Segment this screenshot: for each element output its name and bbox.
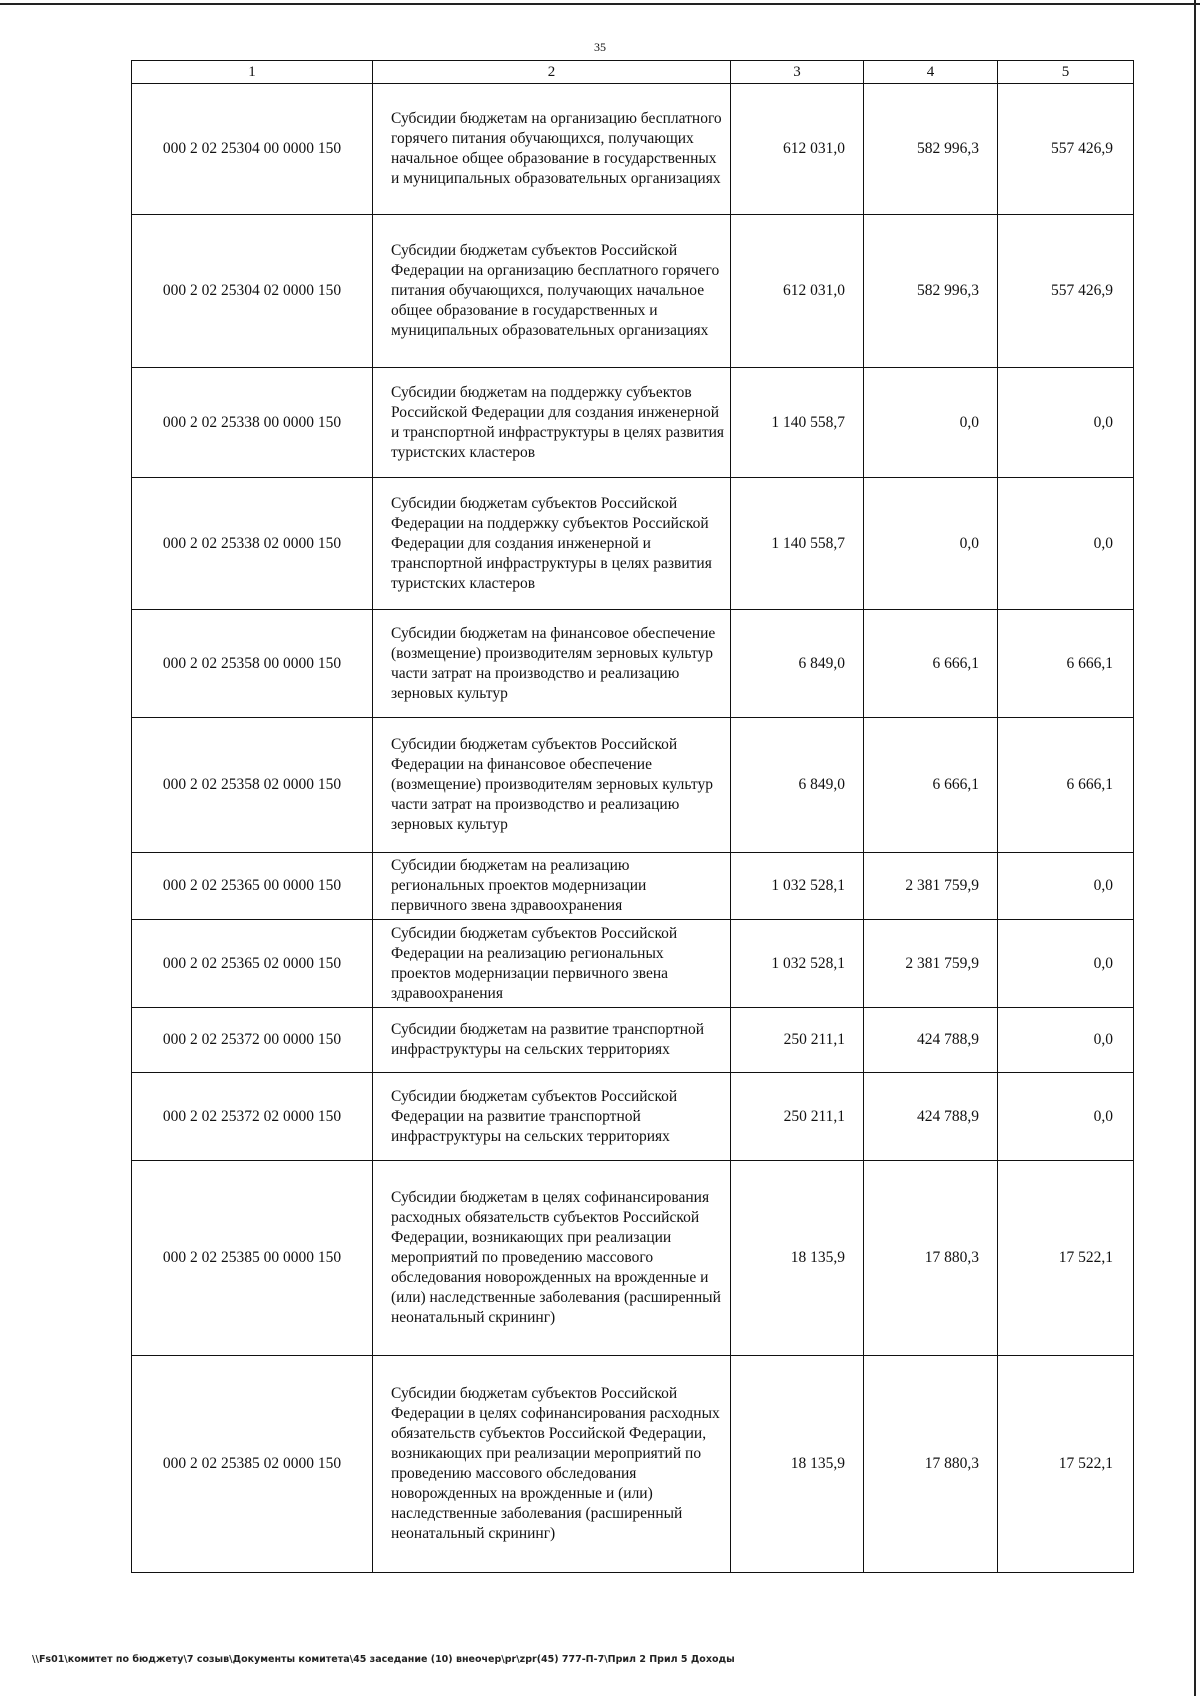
value-col5-cell: 0,0 (998, 368, 1134, 478)
description-cell: Субсидии бюджетам субъектов Российской Федерации на поддержку субъектов Российской Федерации для создания инженерной и транспортной инфраструктуры в целях развития туристских кластеров (373, 478, 731, 610)
value-col4-cell: 6 666,1 (864, 610, 998, 718)
table-row (132, 1008, 1134, 1073)
budget-code-cell: 000 2 02 25372 02 0000 150 (132, 1073, 373, 1161)
value-col3-cell: 612 031,0 (731, 215, 864, 368)
value-col3-cell: 1 140 558,7 (731, 368, 864, 478)
budget-code-cell: 000 2 02 25358 00 0000 150 (132, 610, 373, 718)
description-cell: Субсидии бюджетам на развитие транспортной инфраструктуры на сельских территориях (373, 1008, 731, 1073)
description-cell: Субсидии бюджетам в целях софинансирования расходных обязательств субъектов Российской Федерации, возникающих при реализации мероприятий по проведению массового обследования новорожденных на врожденные и (или) наследственные заболевания (расширенный неонатальный скрининг) (373, 1161, 731, 1356)
budget-code-cell: 000 2 02 25365 00 0000 150 (132, 853, 373, 920)
value-col4-cell: 582 996,3 (864, 84, 998, 215)
budget-code-cell: 000 2 02 25338 02 0000 150 (132, 478, 373, 610)
budget-code-cell: 000 2 02 25372 00 0000 150 (132, 1008, 373, 1073)
table-row (132, 718, 1134, 853)
value-col3-cell: 1 032 528,1 (731, 920, 864, 1008)
value-col4-cell: 582 996,3 (864, 215, 998, 368)
budget-code-cell: 000 2 02 25338 00 0000 150 (132, 368, 373, 478)
value-col5-cell: 0,0 (998, 920, 1134, 1008)
value-col4-cell: 424 788,9 (864, 1008, 998, 1073)
table-row (132, 368, 1134, 478)
value-col3-cell: 1 032 528,1 (731, 853, 864, 920)
column-header-3: 3 (731, 61, 864, 84)
value-col4-cell: 6 666,1 (864, 718, 998, 853)
budget-code-cell: 000 2 02 25365 02 0000 150 (132, 920, 373, 1008)
budget-code-cell: 000 2 02 25385 02 0000 150 (132, 1356, 373, 1573)
table-row (132, 1073, 1134, 1161)
value-col3-cell: 612 031,0 (731, 84, 864, 215)
description-cell: Субсидии бюджетам субъектов Российской Федерации на финансовое обеспечение (возмещение) производителям зерновых культур части затрат на производство и реализацию зерновых культур (373, 718, 731, 853)
value-col4-cell: 424 788,9 (864, 1073, 998, 1161)
value-col5-cell: 6 666,1 (998, 718, 1134, 853)
value-col4-cell: 17 880,3 (864, 1161, 998, 1356)
table-row (132, 84, 1134, 215)
value-col5-cell: 0,0 (998, 478, 1134, 610)
budget-code-cell: 000 2 02 25385 00 0000 150 (132, 1161, 373, 1356)
table-row (132, 610, 1134, 718)
description-cell: Субсидии бюджетам на финансовое обеспечение (возмещение) производителям зерновых культур части затрат на производство и реализацию зерновых культур (373, 610, 731, 718)
table-row (132, 215, 1134, 368)
value-col4-cell: 2 381 759,9 (864, 920, 998, 1008)
table-row (132, 1356, 1134, 1573)
value-col5-cell: 0,0 (998, 853, 1134, 920)
value-col3-cell: 250 211,1 (731, 1008, 864, 1073)
value-col5-cell: 6 666,1 (998, 610, 1134, 718)
column-header-2: 2 (373, 61, 731, 84)
column-header-4: 4 (864, 61, 998, 84)
description-cell: Субсидии бюджетам на организацию бесплатного горячего питания обучающихся, получающих начальное общее образование в государственных и муниципальных образовательных организациях (373, 84, 731, 215)
value-col5-cell: 557 426,9 (998, 215, 1134, 368)
table-row (132, 478, 1134, 610)
description-cell: Субсидии бюджетам субъектов Российской Федерации на реализацию региональных проектов модернизации первичного звена здравоохранения (373, 920, 731, 1008)
value-col5-cell: 17 522,1 (998, 1161, 1134, 1356)
budget-code-cell: 000 2 02 25304 02 0000 150 (132, 215, 373, 368)
column-header-1: 1 (132, 61, 373, 84)
description-cell: Субсидии бюджетам на поддержку субъектов Российской Федерации для создания инженерной и транспортной инфраструктуры в целях развития туристских кластеров (373, 368, 731, 478)
column-number-header-row (132, 61, 1134, 84)
table-row (132, 1161, 1134, 1356)
budget-code-cell: 000 2 02 25358 02 0000 150 (132, 718, 373, 853)
description-cell: Субсидии бюджетам субъектов Российской Федерации на организацию бесплатного горячего питания обучающихся, получающих начальное общее образование в государственных и муниципальных образовательных организациях (373, 215, 731, 368)
value-col4-cell: 0,0 (864, 478, 998, 610)
document-file-path: \\Fs01\комитет по бюджету\7 созыв\Документы комитета\45 заседание (10) внеочер\pr\zpr(45) 777-П-7\Прил 2 Прил 5 Доходы (32, 1654, 735, 1665)
budget-revenue-table (131, 60, 1134, 1573)
description-cell: Субсидии бюджетам субъектов Российской Федерации на развитие транспортной инфраструктуры на сельских территориях (373, 1073, 731, 1161)
table-row (132, 853, 1134, 920)
column-header-5: 5 (998, 61, 1134, 84)
value-col3-cell: 250 211,1 (731, 1073, 864, 1161)
value-col4-cell: 17 880,3 (864, 1356, 998, 1573)
value-col5-cell: 17 522,1 (998, 1356, 1134, 1573)
table-row (132, 920, 1134, 1008)
value-col3-cell: 6 849,0 (731, 718, 864, 853)
description-cell: Субсидии бюджетам субъектов Российской Федерации в целях софинансирования расходных обязательств субъектов Российской Федерации, возникающих при реализации мероприятий по проведению массового обследования новорожденных на врожденные и (или) наследственные заболевания (расширенный неонатальный скрининг) (373, 1356, 731, 1573)
value-col4-cell: 2 381 759,9 (864, 853, 998, 920)
value-col5-cell: 557 426,9 (998, 84, 1134, 215)
value-col4-cell: 0,0 (864, 368, 998, 478)
value-col3-cell: 6 849,0 (731, 610, 864, 718)
value-col5-cell: 0,0 (998, 1008, 1134, 1073)
page-number: 35 (594, 40, 606, 54)
value-col3-cell: 1 140 558,7 (731, 478, 864, 610)
value-col3-cell: 18 135,9 (731, 1161, 864, 1356)
scan-top-border-line (0, 3, 1200, 5)
description-cell: Субсидии бюджетам на реализацию региональных проектов модернизации первичного звена здравоохранения (373, 853, 731, 920)
value-col3-cell: 18 135,9 (731, 1356, 864, 1573)
value-col5-cell: 0,0 (998, 1073, 1134, 1161)
budget-code-cell: 000 2 02 25304 00 0000 150 (132, 84, 373, 215)
scan-right-border-line (1194, 0, 1196, 1696)
